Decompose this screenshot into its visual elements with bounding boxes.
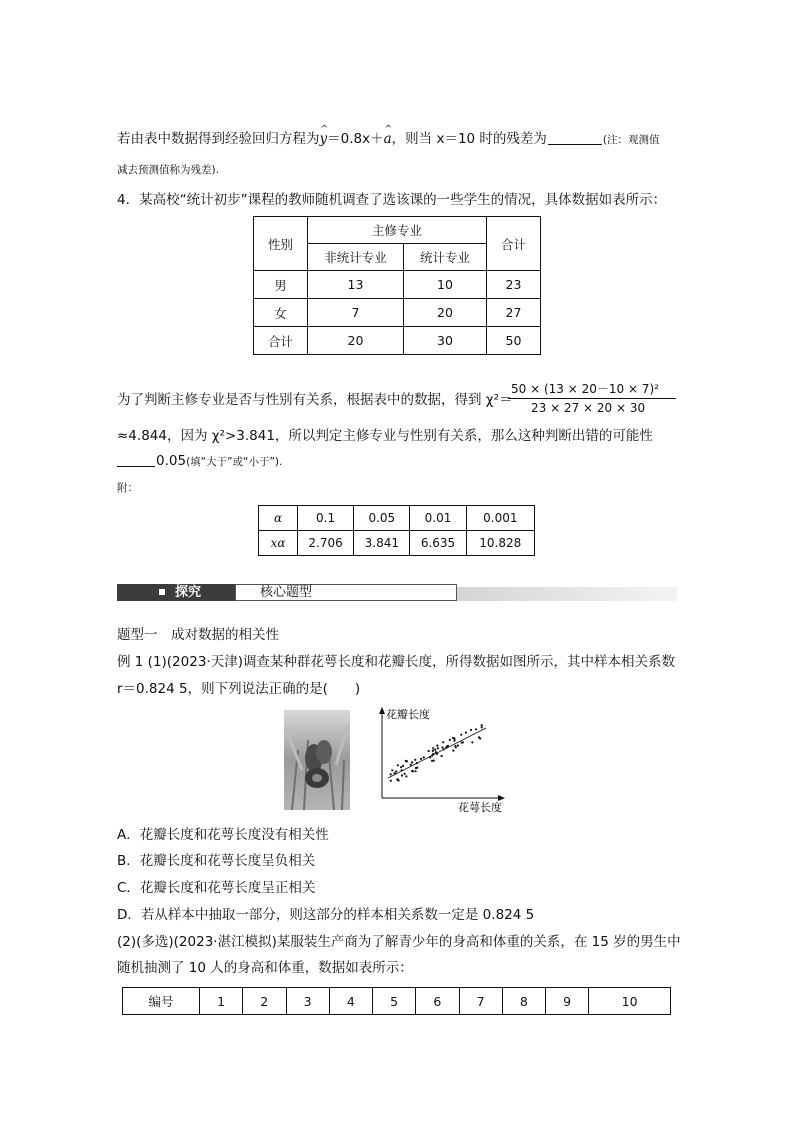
scatter-point bbox=[428, 750, 430, 752]
scatter-point bbox=[420, 758, 422, 760]
th-major: 主修专业 bbox=[308, 217, 487, 244]
q3-line1 bbox=[117, 129, 660, 150]
cell: 6.635 bbox=[410, 531, 466, 556]
scatter-point bbox=[455, 746, 457, 748]
table-row bbox=[254, 327, 541, 355]
cell: 0.1 bbox=[298, 506, 354, 531]
scatter-point bbox=[395, 770, 397, 772]
cell: 6 bbox=[416, 988, 459, 1015]
q3-text-pre: 若由表中数据得到经验回归方程为 bbox=[117, 131, 320, 147]
cell: 0.05 bbox=[354, 506, 410, 531]
row-label: 女 bbox=[254, 299, 308, 327]
scatter-point bbox=[390, 780, 392, 782]
cell: 20 bbox=[404, 299, 487, 327]
cell: 50 bbox=[487, 327, 541, 355]
q4-text3 bbox=[117, 451, 282, 472]
scatter-point bbox=[405, 760, 407, 762]
scatter-point bbox=[470, 729, 472, 731]
q4-intro: 4．某高校“统计初步”课程的教师随机调查了选该课的一些学生的情况，具体数据如表所示： bbox=[117, 192, 667, 208]
scatter-point bbox=[481, 724, 483, 726]
scatter-point bbox=[411, 770, 413, 772]
q3-text-post: ，则当 x＝10 时的残差为 bbox=[391, 131, 547, 147]
topic-title: 题型一 成对数据的相关性 bbox=[117, 627, 279, 643]
fraction-numerator: 50 × (13 × 20－10 × 7)² bbox=[511, 382, 659, 396]
scatter-point bbox=[447, 745, 449, 747]
cell: 2 bbox=[243, 988, 286, 1015]
scatter-points bbox=[390, 724, 483, 782]
alpha-label: α bbox=[259, 506, 298, 531]
option-a: A．花瓣长度和花萼长度没有相关性 bbox=[117, 827, 329, 843]
scatter-point bbox=[401, 769, 403, 771]
scatter-point bbox=[415, 770, 417, 772]
th-total: 合计 bbox=[487, 217, 541, 271]
appendix-label: 附： bbox=[117, 482, 138, 494]
scatter-point bbox=[457, 744, 459, 746]
scatter-point bbox=[415, 767, 417, 769]
th-id: 编号 bbox=[123, 988, 200, 1015]
cell: 10 bbox=[589, 988, 671, 1015]
x-alpha-label: xα bbox=[259, 531, 298, 556]
scatter-point bbox=[478, 736, 480, 738]
scatter-point bbox=[441, 755, 443, 757]
scatter-point bbox=[390, 773, 392, 775]
cell: 0.01 bbox=[410, 506, 466, 531]
cell: 4 bbox=[329, 988, 372, 1015]
scatter-point bbox=[481, 726, 483, 728]
cell: 20 bbox=[308, 327, 404, 355]
scatter-point bbox=[401, 774, 403, 776]
scatter-point bbox=[432, 747, 434, 749]
cell: 3 bbox=[286, 988, 329, 1015]
ex1-part2-line1: (2)(多选)(2023·湛江模拟)某服装生产商为了解青少年的身高和体重的关系，在 15 岁的男生中 bbox=[117, 934, 681, 950]
cell: 7 bbox=[308, 299, 404, 327]
q4-text1: 为了判断主修专业是否与性别有关系，根据表中的数据，得到 χ²＝ bbox=[117, 392, 513, 408]
scatter-point bbox=[405, 775, 407, 777]
q3-line2: 减去预测值称为残差). bbox=[117, 164, 219, 176]
scatter-point bbox=[432, 753, 434, 755]
scatter-point bbox=[433, 760, 435, 762]
scatter-point bbox=[402, 765, 404, 767]
cell: 23 bbox=[487, 271, 541, 299]
fraction-denominator: 23 × 27 × 20 × 30 bbox=[531, 401, 646, 415]
eq-ahat: ^ a bbox=[384, 129, 392, 149]
y-axis-label: 花瓣长度 bbox=[386, 708, 430, 721]
option-d: D．若从样本中抽取一部分，则这部分的样本相关系数一定是 0.824 5 bbox=[117, 907, 535, 923]
scatter-point bbox=[432, 750, 434, 752]
cell: 3.841 bbox=[354, 531, 410, 556]
th-nonstat: 非统计专业 bbox=[308, 244, 404, 271]
ex1-part2-line2: 随机抽测了 10 人的身高和体重，数据如表所示： bbox=[117, 960, 413, 976]
cell: 30 bbox=[404, 327, 487, 355]
critical-value-table bbox=[258, 505, 535, 556]
q4-text2: ≈4.844，因为 χ²>3.841，所以判定主修专业与性别有关系，那么这种判断出错的可能性 bbox=[117, 428, 653, 444]
cell: 27 bbox=[487, 299, 541, 327]
scatter-point bbox=[465, 731, 467, 733]
option-c: C．花瓣长度和花萼长度呈正相关 bbox=[117, 880, 316, 896]
x-axis-label: 花萼长度 bbox=[458, 801, 502, 814]
scatter-point bbox=[397, 764, 399, 766]
answer-blank[interactable] bbox=[548, 130, 602, 145]
cell: 1 bbox=[200, 988, 243, 1015]
row-label: 男 bbox=[254, 271, 308, 299]
cell: 0.001 bbox=[466, 506, 534, 531]
scatter-point bbox=[398, 779, 400, 781]
contingency-table bbox=[253, 216, 541, 355]
scatter-point bbox=[434, 749, 436, 751]
cell: 10.828 bbox=[466, 531, 534, 556]
scatter-point bbox=[435, 751, 437, 753]
cell: 2.706 bbox=[298, 531, 354, 556]
scatter-point bbox=[391, 769, 393, 771]
cell: 13 bbox=[308, 271, 404, 299]
scatter-point bbox=[460, 734, 462, 736]
banner-dark-label: 探究 bbox=[175, 585, 202, 600]
square-icon bbox=[159, 589, 165, 595]
scatter-point bbox=[436, 745, 438, 747]
scatter-point bbox=[404, 773, 406, 775]
cell: 7 bbox=[459, 988, 502, 1015]
q4-threshold: 0.05 bbox=[156, 453, 187, 469]
table-row bbox=[254, 299, 541, 327]
ex1-line1: 例 1 (1)(2023·天津)调查某种群花萼长度和花瓣长度，所得数据如图所示，其中样本相关系数 bbox=[117, 654, 675, 670]
banner-dark-tab bbox=[117, 584, 235, 601]
id-table bbox=[122, 987, 671, 1015]
scatter-point bbox=[442, 741, 444, 743]
eq-yhat: ^ y bbox=[320, 129, 328, 149]
option-b: B．花瓣长度和花萼长度呈负相关 bbox=[117, 853, 316, 869]
ex1-line2: r＝0.824 5，则下列说法正确的是( ) bbox=[117, 681, 361, 697]
answer-blank-2[interactable] bbox=[117, 452, 155, 467]
section-banner bbox=[117, 584, 677, 602]
scatter-point bbox=[437, 747, 439, 749]
scatter-point bbox=[452, 750, 454, 752]
cell: 5 bbox=[373, 988, 416, 1015]
table-row bbox=[254, 271, 541, 299]
cell: 8 bbox=[502, 988, 545, 1015]
scatter-point bbox=[429, 756, 431, 758]
scatter-point bbox=[445, 747, 447, 749]
scatter-point bbox=[411, 761, 413, 763]
scatter-point bbox=[400, 766, 402, 768]
q4-note: (填“大于”或“小于”). bbox=[186, 456, 283, 468]
scatter-point bbox=[394, 772, 396, 774]
scatter-point bbox=[453, 738, 455, 740]
scatter-point bbox=[471, 741, 473, 743]
scatter-point bbox=[453, 740, 455, 742]
row-label: 合计 bbox=[254, 327, 308, 355]
th-stat: 统计专业 bbox=[404, 244, 487, 271]
y-arrow-icon bbox=[379, 707, 385, 714]
cell: 10 bbox=[404, 271, 487, 299]
cell: 9 bbox=[546, 988, 589, 1015]
scatter-point bbox=[410, 764, 412, 766]
th-gender: 性别 bbox=[254, 217, 308, 271]
iris-flower-photo bbox=[284, 710, 350, 810]
banner-light-tab: 核心题型 bbox=[235, 584, 457, 601]
scatter-point bbox=[416, 762, 418, 764]
fraction-bar bbox=[508, 398, 676, 399]
scatter-plot bbox=[378, 706, 508, 816]
eq-mid: ＝0.8x＋ bbox=[327, 131, 384, 147]
scatter-point bbox=[443, 748, 445, 750]
q3-note: (注：观测值 bbox=[602, 134, 660, 146]
scatter-point bbox=[449, 739, 451, 741]
scatter-point bbox=[441, 746, 443, 748]
scatter-point bbox=[461, 742, 463, 744]
scatter-point bbox=[475, 728, 477, 730]
scatter-point bbox=[423, 756, 425, 758]
scatter-point bbox=[414, 759, 416, 761]
